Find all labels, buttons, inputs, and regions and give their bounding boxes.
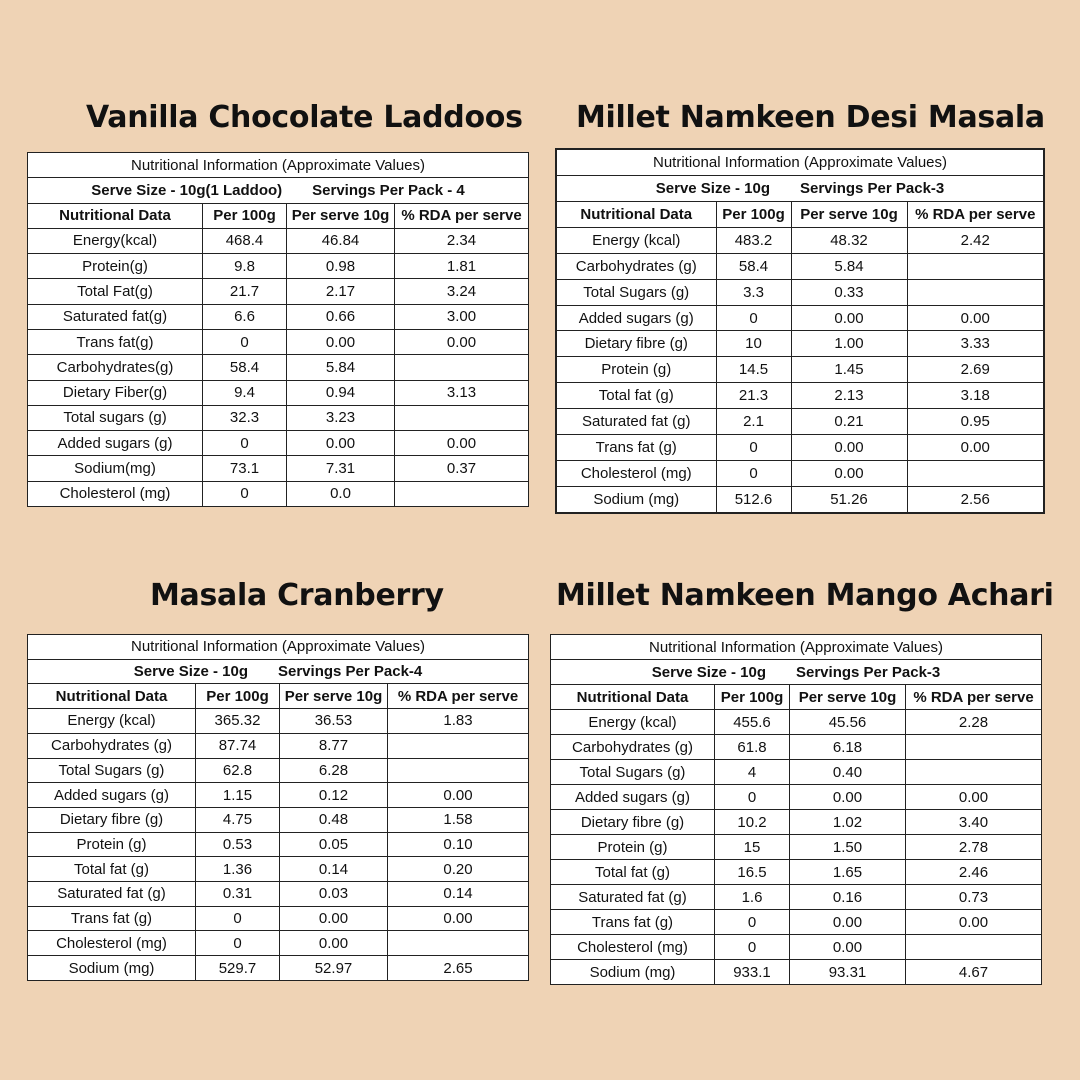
nutrition-table-masala-cranberry bbox=[27, 634, 529, 981]
table-row bbox=[28, 807, 529, 832]
table-row bbox=[28, 304, 529, 329]
nutrient-value: 87.74 bbox=[196, 733, 280, 758]
nutrient-value: 0.05 bbox=[280, 832, 388, 857]
nutrient-name: Total sugars (g) bbox=[28, 405, 203, 430]
nutrient-value: 0 bbox=[203, 431, 287, 456]
nutrient-value: 2.69 bbox=[907, 357, 1044, 383]
column-header: Per 100g bbox=[716, 202, 791, 228]
table-row bbox=[551, 760, 1042, 785]
nutrient-value: 0.14 bbox=[280, 857, 388, 882]
nutrient-value: 3.18 bbox=[907, 383, 1044, 409]
nutrient-value: 468.4 bbox=[203, 228, 287, 253]
nutrient-value: 5.84 bbox=[791, 253, 907, 279]
nutrient-value: 61.8 bbox=[715, 735, 790, 760]
serve-size: Serve Size - 10g(1 Laddoo) bbox=[91, 181, 283, 199]
table-row bbox=[28, 481, 529, 506]
nutrient-name: Total fat (g) bbox=[556, 383, 716, 409]
nutrient-value: 0.00 bbox=[790, 910, 906, 935]
nutrient-name: Total Fat(g) bbox=[28, 279, 203, 304]
nutrient-value: 0 bbox=[196, 906, 280, 931]
nutrient-value: 8.77 bbox=[280, 733, 388, 758]
nutrient-value: 1.00 bbox=[791, 331, 907, 357]
table-row bbox=[556, 227, 1044, 253]
table-row bbox=[28, 882, 529, 907]
nutrient-value bbox=[907, 253, 1044, 279]
serve-size: Serve Size - 10g bbox=[133, 663, 248, 681]
column-header: Nutritional Data bbox=[556, 202, 716, 228]
serve-row bbox=[28, 178, 529, 203]
nutrient-value: 0.48 bbox=[280, 807, 388, 832]
nutrient-value: 529.7 bbox=[196, 956, 280, 981]
nutrient-value bbox=[907, 279, 1044, 305]
table-row bbox=[28, 405, 529, 430]
nutrient-value: 0 bbox=[716, 460, 791, 486]
nutrient-value: 2.78 bbox=[906, 835, 1042, 860]
nutrient-value: 0.33 bbox=[791, 279, 907, 305]
nutritional-info-heading: Nutritional Information (Approximate Values) bbox=[556, 149, 1044, 176]
serve-size: Serve Size - 10g bbox=[655, 180, 770, 198]
nutrient-value: 10.2 bbox=[715, 810, 790, 835]
nutrient-name: Energy (kcal) bbox=[28, 709, 196, 734]
nutrient-name: Added sugars (g) bbox=[28, 431, 203, 456]
nutrient-value: 0.00 bbox=[906, 785, 1042, 810]
table-row bbox=[556, 357, 1044, 383]
nutrient-value: 1.6 bbox=[715, 885, 790, 910]
nutrient-value: 93.31 bbox=[790, 960, 906, 985]
nutrient-value: 4 bbox=[715, 760, 790, 785]
table-row bbox=[556, 434, 1044, 460]
nutrient-value: 0.00 bbox=[287, 431, 395, 456]
nutrient-value: 512.6 bbox=[716, 486, 791, 513]
nutrient-name: Protein (g) bbox=[28, 832, 196, 857]
column-header: Per 100g bbox=[196, 684, 280, 709]
nutrient-value: 2.46 bbox=[906, 860, 1042, 885]
table-row bbox=[28, 733, 529, 758]
table-row bbox=[551, 735, 1042, 760]
nutrient-name: Added sugars (g) bbox=[556, 305, 716, 331]
nutrient-value: 5.84 bbox=[287, 355, 395, 380]
column-header-row bbox=[28, 203, 529, 228]
nutrient-name: Carbohydrates (g) bbox=[28, 733, 196, 758]
nutrient-value: 0.00 bbox=[907, 305, 1044, 331]
nutrient-value bbox=[388, 758, 529, 783]
column-header: % RDA per serve bbox=[395, 203, 529, 228]
info-row bbox=[551, 635, 1042, 660]
nutrient-name: Carbohydrates (g) bbox=[551, 735, 715, 760]
nutrient-value bbox=[395, 355, 529, 380]
serve-row bbox=[28, 659, 529, 684]
nutrient-value: 0.98 bbox=[287, 254, 395, 279]
nutrient-value bbox=[395, 405, 529, 430]
nutrient-name: Added sugars (g) bbox=[28, 783, 196, 808]
serve-info bbox=[28, 178, 529, 203]
nutritional-info-heading: Nutritional Information (Approximate Values) bbox=[551, 635, 1042, 660]
column-header: % RDA per serve bbox=[907, 202, 1044, 228]
nutrient-value: 52.97 bbox=[280, 956, 388, 981]
nutrient-value: 6.18 bbox=[790, 735, 906, 760]
serve-info bbox=[28, 659, 529, 684]
table-row bbox=[28, 931, 529, 956]
nutrient-value: 3.23 bbox=[287, 405, 395, 430]
nutrient-name: Total fat (g) bbox=[551, 860, 715, 885]
nutrient-name: Total Sugars (g) bbox=[28, 758, 196, 783]
nutrient-value: 0 bbox=[716, 434, 791, 460]
nutrient-name: Saturated fat (g) bbox=[551, 885, 715, 910]
serve-info bbox=[556, 176, 1044, 202]
nutrient-value: 0 bbox=[203, 329, 287, 354]
nutrient-value: 1.65 bbox=[790, 860, 906, 885]
nutrient-value: 0.20 bbox=[388, 857, 529, 882]
nutrient-value: 21.7 bbox=[203, 279, 287, 304]
nutrient-value: 3.40 bbox=[906, 810, 1042, 835]
nutrient-value: 6.28 bbox=[280, 758, 388, 783]
table-row bbox=[28, 228, 529, 253]
nutrient-name: Protein(g) bbox=[28, 254, 203, 279]
nutrient-value: 48.32 bbox=[791, 227, 907, 253]
nutrient-value: 10 bbox=[716, 331, 791, 357]
nutrient-value: 15 bbox=[715, 835, 790, 860]
nutrient-value: 9.8 bbox=[203, 254, 287, 279]
nutrient-value: 3.00 bbox=[395, 304, 529, 329]
nutrient-value: 0 bbox=[715, 785, 790, 810]
nutrition-table-vanilla-chocolate-laddoos bbox=[27, 152, 529, 507]
table-row bbox=[28, 758, 529, 783]
nutrient-value: 2.56 bbox=[907, 486, 1044, 513]
nutrient-value: 483.2 bbox=[716, 227, 791, 253]
nutrient-value: 1.81 bbox=[395, 254, 529, 279]
table-row bbox=[556, 279, 1044, 305]
nutrient-value: 365.32 bbox=[196, 709, 280, 734]
column-header-row bbox=[556, 202, 1044, 228]
nutrient-value: 0.00 bbox=[791, 460, 907, 486]
nutrient-value: 1.36 bbox=[196, 857, 280, 882]
nutrient-value: 3.13 bbox=[395, 380, 529, 405]
nutritional-info-heading: Nutritional Information (Approximate Values) bbox=[28, 635, 529, 660]
nutrient-value bbox=[907, 460, 1044, 486]
nutrient-value: 0.37 bbox=[395, 456, 529, 481]
nutrient-value: 0.00 bbox=[907, 434, 1044, 460]
info-row bbox=[556, 149, 1044, 176]
servings-per-pack: Servings Per Pack - 4 bbox=[312, 181, 465, 199]
nutrient-name: Total Sugars (g) bbox=[551, 760, 715, 785]
nutrient-value: 1.58 bbox=[388, 807, 529, 832]
column-header: % RDA per serve bbox=[388, 684, 529, 709]
nutrient-name: Cholesterol (mg) bbox=[556, 460, 716, 486]
nutrient-value: 0.73 bbox=[906, 885, 1042, 910]
nutrient-name: Trans fat (g) bbox=[551, 910, 715, 935]
servings-per-pack: Servings Per Pack-3 bbox=[800, 180, 945, 198]
column-header: Per 100g bbox=[203, 203, 287, 228]
info-row bbox=[28, 153, 529, 178]
nutrient-value bbox=[388, 931, 529, 956]
table-row bbox=[551, 710, 1042, 735]
nutrient-name: Cholesterol (mg) bbox=[28, 481, 203, 506]
nutrient-name: Energy (kcal) bbox=[556, 227, 716, 253]
nutrient-value: 0 bbox=[715, 910, 790, 935]
nutrient-value: 0.00 bbox=[280, 906, 388, 931]
nutrient-value: 7.31 bbox=[287, 456, 395, 481]
column-header: Nutritional Data bbox=[28, 684, 196, 709]
nutrient-name: Saturated fat (g) bbox=[28, 882, 196, 907]
column-header-row bbox=[551, 685, 1042, 710]
nutrient-value: 46.84 bbox=[287, 228, 395, 253]
nutrient-value: 4.67 bbox=[906, 960, 1042, 985]
column-header: Per serve 10g bbox=[280, 684, 388, 709]
nutrient-name: Saturated fat(g) bbox=[28, 304, 203, 329]
nutrient-value: 58.4 bbox=[203, 355, 287, 380]
nutrient-name: Trans fat (g) bbox=[28, 906, 196, 931]
nutrient-value: 0.00 bbox=[791, 305, 907, 331]
nutrient-name: Protein (g) bbox=[551, 835, 715, 860]
nutrient-value: 1.50 bbox=[790, 835, 906, 860]
nutrient-name: Dietary fibre (g) bbox=[556, 331, 716, 357]
table-row bbox=[556, 486, 1044, 513]
table-row bbox=[28, 254, 529, 279]
nutrient-value bbox=[906, 935, 1042, 960]
table-row bbox=[28, 279, 529, 304]
nutrient-name: Cholesterol (mg) bbox=[28, 931, 196, 956]
column-header: Per 100g bbox=[715, 685, 790, 710]
nutrient-value: 0.16 bbox=[790, 885, 906, 910]
nutrient-name: Protein (g) bbox=[556, 357, 716, 383]
table-row bbox=[551, 860, 1042, 885]
nutrient-value bbox=[906, 735, 1042, 760]
nutrient-name: Cholesterol (mg) bbox=[551, 935, 715, 960]
nutrient-name: Sodium (mg) bbox=[28, 956, 196, 981]
table-row bbox=[28, 783, 529, 808]
nutrient-value: 2.13 bbox=[791, 383, 907, 409]
nutrient-value: 1.45 bbox=[791, 357, 907, 383]
nutrition-table-millet-namkeen-desi-masala bbox=[555, 148, 1045, 514]
nutrient-value: 2.28 bbox=[906, 710, 1042, 735]
table-row bbox=[556, 383, 1044, 409]
nutrient-name: Dietary fibre (g) bbox=[28, 807, 196, 832]
nutrient-value: 16.5 bbox=[715, 860, 790, 885]
nutrient-value: 2.65 bbox=[388, 956, 529, 981]
nutrient-value: 0 bbox=[716, 305, 791, 331]
nutrient-name: Saturated fat (g) bbox=[556, 409, 716, 435]
nutritional-info-heading: Nutritional Information (Approximate Values) bbox=[28, 153, 529, 178]
nutrient-value: 455.6 bbox=[715, 710, 790, 735]
nutrient-value: 0.66 bbox=[287, 304, 395, 329]
nutrient-value: 0.00 bbox=[287, 329, 395, 354]
table-row bbox=[551, 935, 1042, 960]
panel-title-vanilla-chocolate-laddoos: Vanilla Chocolate Laddoos bbox=[86, 100, 523, 135]
nutrient-value: 2.1 bbox=[716, 409, 791, 435]
nutrient-value: 0.00 bbox=[280, 931, 388, 956]
panel-title-millet-namkeen-mango-achari: Millet Namkeen Mango Achari bbox=[556, 578, 1054, 613]
nutrient-value: 32.3 bbox=[203, 405, 287, 430]
table-row bbox=[551, 885, 1042, 910]
nutrient-value: 62.8 bbox=[196, 758, 280, 783]
nutrient-value: 0.03 bbox=[280, 882, 388, 907]
nutrient-value: 2.34 bbox=[395, 228, 529, 253]
nutrient-value: 0.95 bbox=[907, 409, 1044, 435]
table-row bbox=[28, 456, 529, 481]
nutrient-value: 0.94 bbox=[287, 380, 395, 405]
nutrient-name: Total fat (g) bbox=[28, 857, 196, 882]
table-row bbox=[551, 810, 1042, 835]
nutrient-name: Energy (kcal) bbox=[551, 710, 715, 735]
nutrient-value: 3.33 bbox=[907, 331, 1044, 357]
column-header: Per serve 10g bbox=[790, 685, 906, 710]
table-row bbox=[28, 709, 529, 734]
table-row bbox=[551, 960, 1042, 985]
nutrient-value: 2.42 bbox=[907, 227, 1044, 253]
table-row bbox=[551, 835, 1042, 860]
table-row bbox=[28, 832, 529, 857]
nutrient-name: Carbohydrates (g) bbox=[556, 253, 716, 279]
nutrient-value bbox=[388, 733, 529, 758]
nutrient-value: 1.83 bbox=[388, 709, 529, 734]
nutrient-value: 21.3 bbox=[716, 383, 791, 409]
nutrient-value: 0.00 bbox=[395, 431, 529, 456]
nutrient-value: 0 bbox=[715, 935, 790, 960]
table-row bbox=[28, 857, 529, 882]
serve-row bbox=[551, 660, 1042, 685]
table-row bbox=[551, 910, 1042, 935]
nutrient-name: Sodium (mg) bbox=[556, 486, 716, 513]
nutrient-value: 0.40 bbox=[790, 760, 906, 785]
nutrient-value: 0 bbox=[203, 481, 287, 506]
panel-title-millet-namkeen-desi-masala: Millet Namkeen Desi Masala bbox=[576, 100, 1045, 135]
nutrient-value: 45.56 bbox=[790, 710, 906, 735]
nutrient-value: 0 bbox=[196, 931, 280, 956]
nutrient-value: 1.02 bbox=[790, 810, 906, 835]
nutrient-value: 0.00 bbox=[388, 906, 529, 931]
table-row bbox=[28, 431, 529, 456]
nutrient-value: 73.1 bbox=[203, 456, 287, 481]
servings-per-pack: Servings Per Pack-3 bbox=[796, 663, 941, 681]
nutrient-value: 2.17 bbox=[287, 279, 395, 304]
nutrient-value: 4.75 bbox=[196, 807, 280, 832]
info-row bbox=[28, 635, 529, 660]
table-row bbox=[556, 460, 1044, 486]
nutrient-value: 51.26 bbox=[791, 486, 907, 513]
nutrient-value: 0.21 bbox=[791, 409, 907, 435]
nutrient-value: 0.00 bbox=[790, 785, 906, 810]
nutrient-value: 6.6 bbox=[203, 304, 287, 329]
table-row bbox=[551, 785, 1042, 810]
column-header: % RDA per serve bbox=[906, 685, 1042, 710]
column-header: Per serve 10g bbox=[791, 202, 907, 228]
nutrient-value: 0.00 bbox=[395, 329, 529, 354]
nutrient-name: Dietary Fiber(g) bbox=[28, 380, 203, 405]
column-header: Nutritional Data bbox=[551, 685, 715, 710]
column-header: Per serve 10g bbox=[287, 203, 395, 228]
nutrient-name: Sodium (mg) bbox=[551, 960, 715, 985]
nutrient-value: 0.00 bbox=[791, 434, 907, 460]
nutrient-name: Dietary fibre (g) bbox=[551, 810, 715, 835]
panel-title-masala-cranberry: Masala Cranberry bbox=[150, 578, 444, 613]
nutrient-value: 0.31 bbox=[196, 882, 280, 907]
serve-row bbox=[556, 176, 1044, 202]
nutrient-value: 3.3 bbox=[716, 279, 791, 305]
serve-info bbox=[551, 660, 1042, 685]
servings-per-pack: Servings Per Pack-4 bbox=[278, 663, 423, 681]
nutrient-name: Carbohydrates(g) bbox=[28, 355, 203, 380]
nutrient-name: Total Sugars (g) bbox=[556, 279, 716, 305]
column-header: Nutritional Data bbox=[28, 203, 203, 228]
table-row bbox=[556, 331, 1044, 357]
nutrient-value bbox=[906, 760, 1042, 785]
table-row bbox=[28, 906, 529, 931]
nutrition-table-millet-namkeen-mango-achari bbox=[550, 634, 1042, 985]
nutrient-value: 0.53 bbox=[196, 832, 280, 857]
nutrient-value: 0.14 bbox=[388, 882, 529, 907]
nutrient-value: 933.1 bbox=[715, 960, 790, 985]
nutrient-name: Trans fat(g) bbox=[28, 329, 203, 354]
nutrient-value: 0.00 bbox=[790, 935, 906, 960]
serve-size: Serve Size - 10g bbox=[651, 663, 766, 681]
table-row bbox=[556, 305, 1044, 331]
nutrient-value: 0.10 bbox=[388, 832, 529, 857]
nutrient-value: 0.00 bbox=[906, 910, 1042, 935]
table-row bbox=[556, 253, 1044, 279]
nutrient-name: Added sugars (g) bbox=[551, 785, 715, 810]
nutrient-name: Trans fat (g) bbox=[556, 434, 716, 460]
nutrient-value: 36.53 bbox=[280, 709, 388, 734]
nutrient-value: 3.24 bbox=[395, 279, 529, 304]
nutrient-name: Energy(kcal) bbox=[28, 228, 203, 253]
nutrient-name: Sodium(mg) bbox=[28, 456, 203, 481]
nutrient-value bbox=[395, 481, 529, 506]
nutrient-value: 1.15 bbox=[196, 783, 280, 808]
table-row bbox=[28, 380, 529, 405]
nutrient-value: 0.00 bbox=[388, 783, 529, 808]
nutrient-value: 0.12 bbox=[280, 783, 388, 808]
nutrient-value: 9.4 bbox=[203, 380, 287, 405]
column-header-row bbox=[28, 684, 529, 709]
table-row bbox=[556, 409, 1044, 435]
table-row bbox=[28, 355, 529, 380]
table-row bbox=[28, 329, 529, 354]
table-row bbox=[28, 956, 529, 981]
nutrient-value: 14.5 bbox=[716, 357, 791, 383]
nutrient-value: 58.4 bbox=[716, 253, 791, 279]
nutrient-value: 0.0 bbox=[287, 481, 395, 506]
